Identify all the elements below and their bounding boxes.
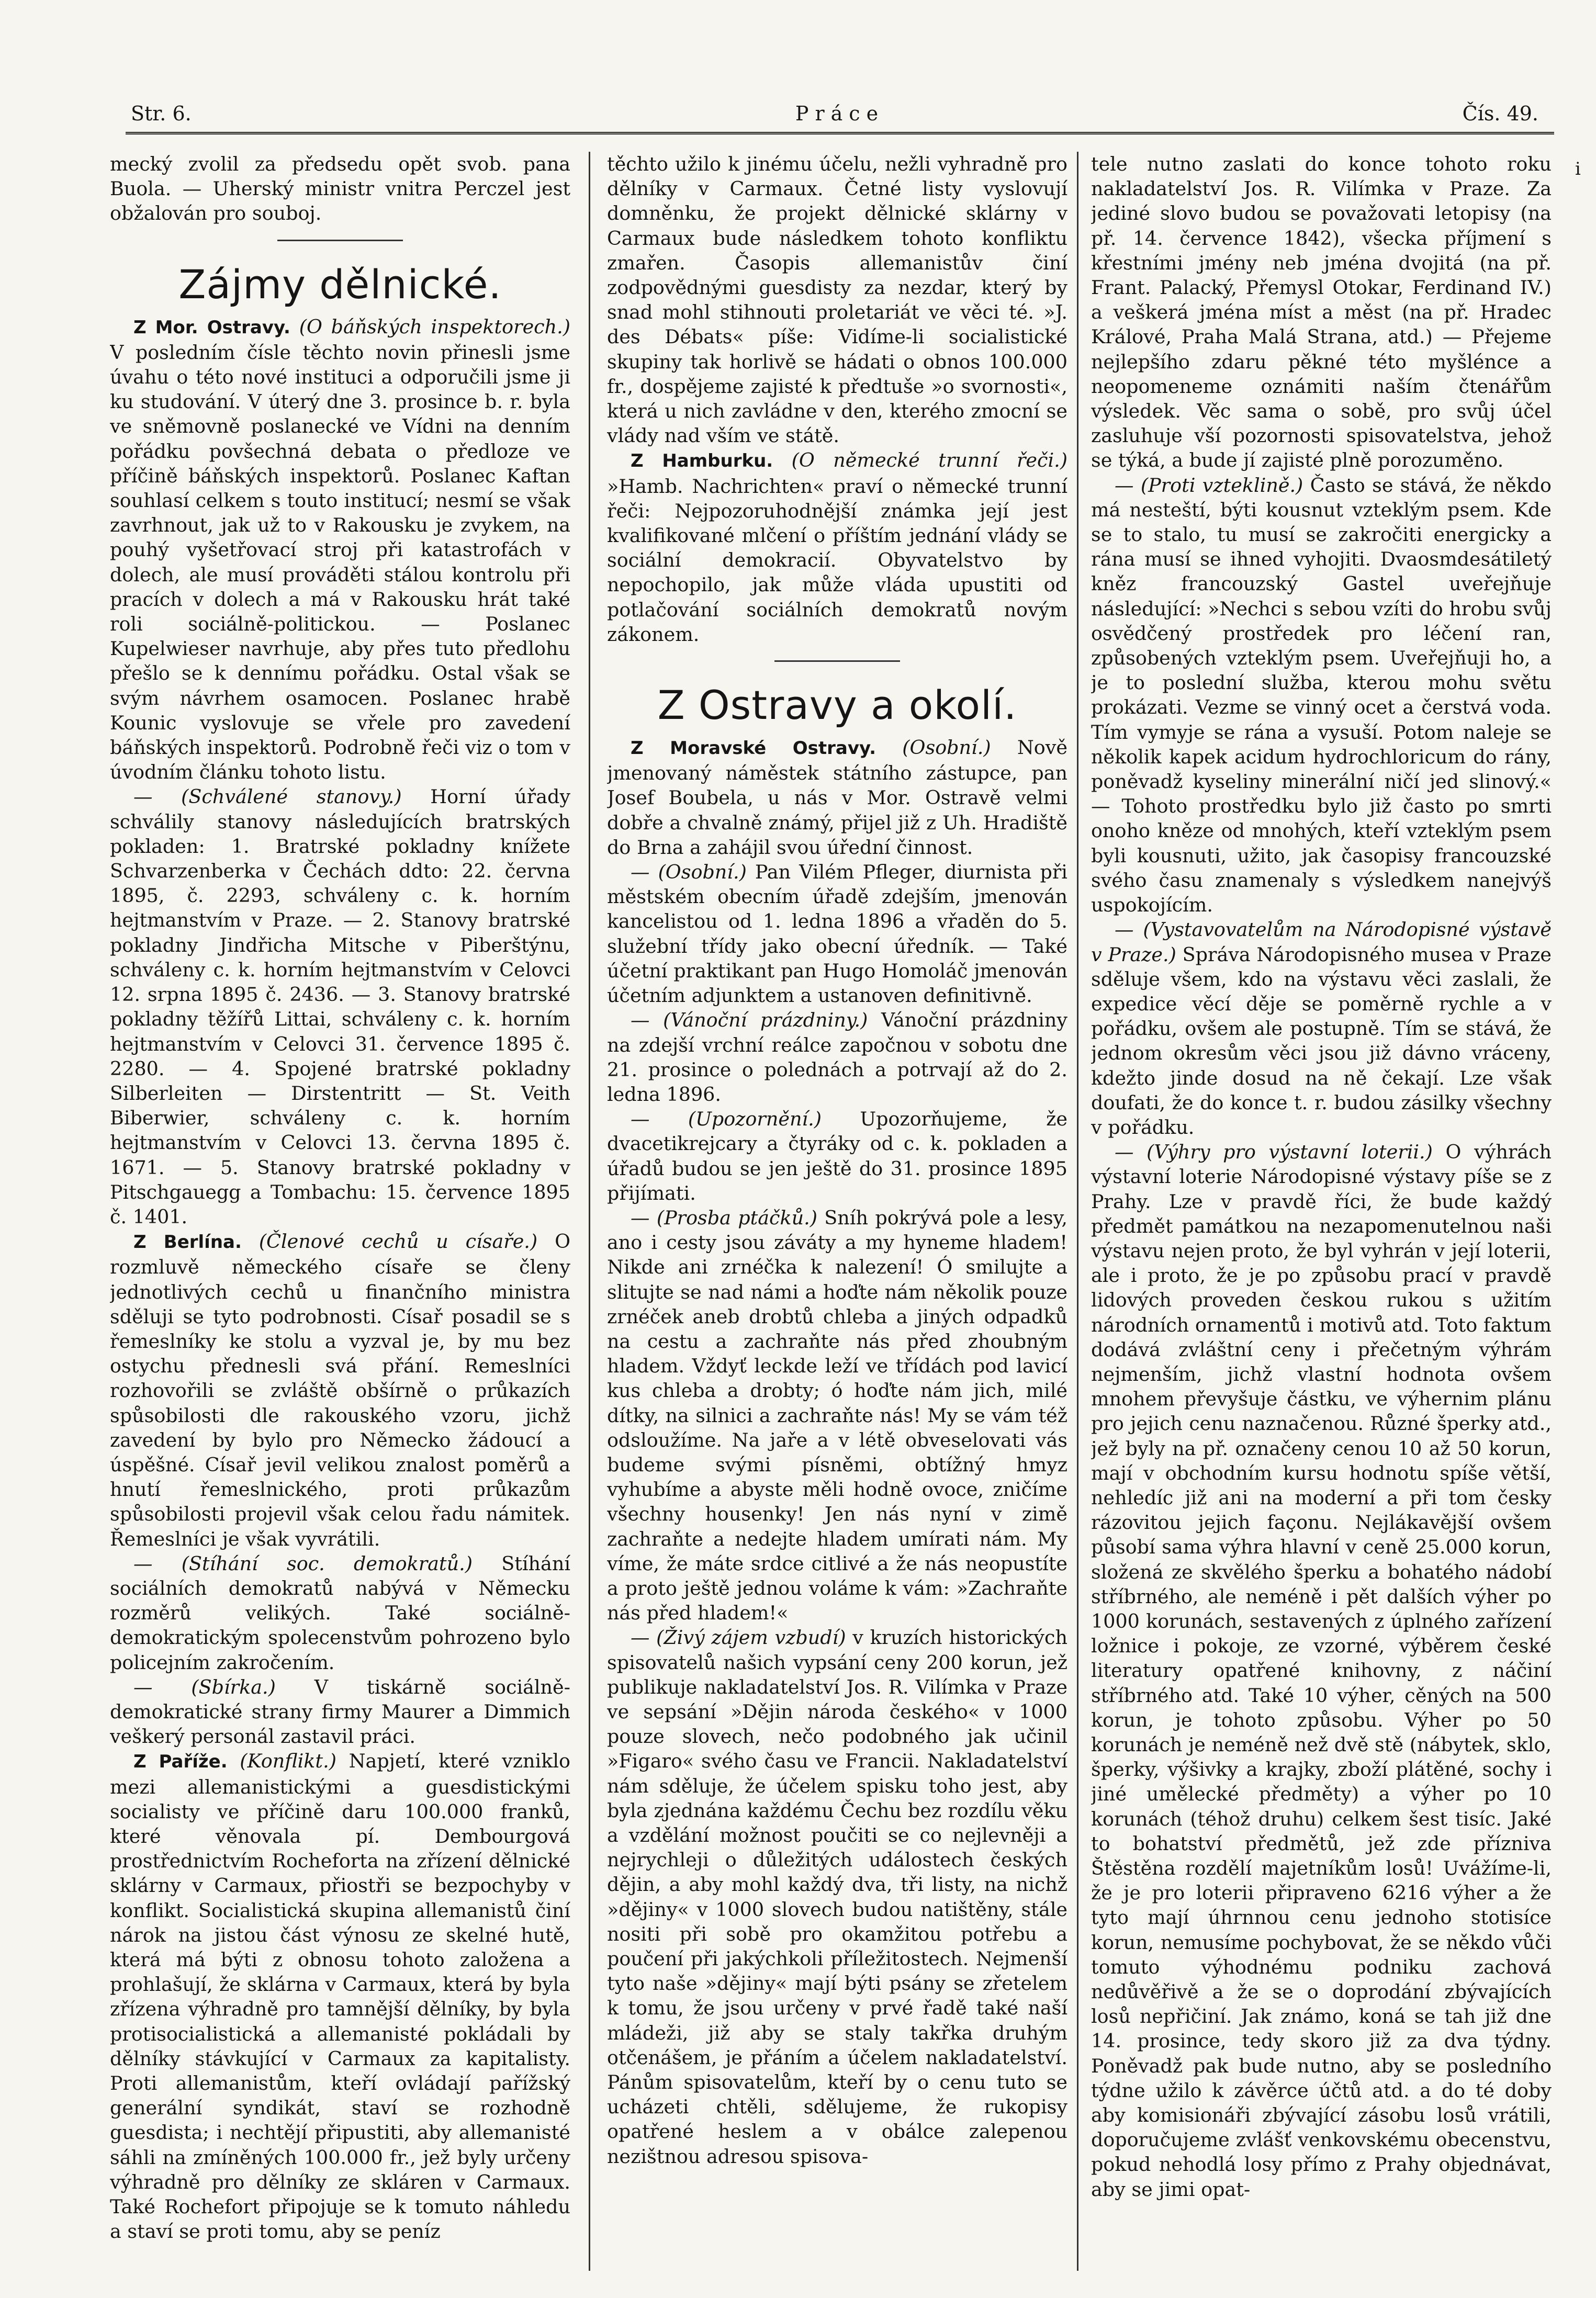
section-heading: Z Ostravy a okolí. bbox=[657, 682, 1017, 729]
section-heading: Zájmy dělnické. bbox=[178, 261, 502, 308]
column-divider bbox=[589, 152, 590, 2271]
article bbox=[607, 1107, 1067, 1206]
article-topic: (Osobní.) bbox=[902, 736, 991, 759]
article-body: Sníh pokrývá pole a lesy, ano i cesty jsou záváty a my hyneme hladem! Nikde ani zrnéčka k nalezení! Ó smilujte a slitujte se nad námi a hoďte nám několik pouze zrnéček aneb drobtů chleba a jiných odpadků na cestu a zachraňte nás před zhoubným hladem. Vždyť leckde leží ve třídách pod lavicí kus chleba a drobty; ó hoďte nám jich, milé dítky, na silnici a zachraňte nás! My se vám též odsloužíme. Na jaře a v létě obveselovati vás budeme svými písněmi, obtížný hmyz vyhubíme a abyste měli hodně ovoce, zničíme všechny housenky! Jen nás nyní v zimě zachraňte a nedejte hladem umírati nám. My víme, že máte srdce citlivé a že nás neopustíte a proto ještě jednou voláme k vám: »Zachraňte nás před hladem!« bbox=[607, 1206, 1067, 1625]
article bbox=[1091, 917, 1552, 1140]
article-body: Nově jmenovaný náměstek státního zástupce, pan Josef Boubela, u nás v Mor. Ostravě velmi dobře a chvalně známý, přijel již z Uh. Hradiště do Brna a zahájil svou úřední činnost. bbox=[607, 736, 1067, 859]
article-topic: (Konflikt.) bbox=[240, 1750, 336, 1773]
article-body: Často se stává, že někdo má nesteští, býti kousnut vzteklým psem. Kde se to stalo, tu musí se zakročiti energicky a rána musí se ihned vyhojiti. Dvaosmdesátiletý kněz francouzský Gastel uveřejňuje následující: »Nechci s sebou vzíti do hrobu svůj osvědčený prostředek pro léčení ran, způsobených vzteklým psem. Uveřejňuji ho, a je to poslední služba, kterou mohu světu prokázati. Vezme se vinný ocet a čerstvá voda. Tím vymyje se rána a vysuší. Potom naleje se několik kapek acidum hydrochloricum do rány, poněvadž kyseliny minerální ničí jed slinový.« — Tohoto prostředku bylo již často po smrti onoho kněze od mnohých, kteří vzteklým psem byli kousnuti, užito, jak časopisy francouzské svého času znamenaly s výsledkem nanejvýš uspokojícím. bbox=[1091, 474, 1552, 917]
article-body: Správa Národopisného musea v Praze sděluje všem, kdo na výstavu věci zaslali, že expedice věcí děje se poměrně rychle a v pořádku, ovšem ale postupně. Tím se stává, že jednom okresům věci jsou již dávno vráceny, kdežto jinde dosud na ně čekají. Lze však doufati, že do konce t. r. budou zásilky všechny v pořádku. bbox=[1091, 943, 1552, 1139]
newspaper-title: Práce bbox=[795, 102, 885, 125]
dateline: Z Moravské Ostravy. bbox=[631, 738, 876, 759]
article bbox=[607, 1625, 1067, 2168]
article-body: Pan Vilém Pfleger, diurnista při městském obecním úřadě zdejším, jmenován kancelistou od 1. ledna 1896 a vřaděn do 5. služební třídy jako obecní úředník. — Také účetní praktikant pan Hugo Homoláč jmenován účetním adjunktem a ustanoven definitivně. bbox=[607, 861, 1067, 1007]
article bbox=[607, 735, 1067, 860]
article-topic: — (Osobní.) bbox=[631, 861, 747, 884]
article bbox=[607, 860, 1067, 1008]
column-divider bbox=[1077, 152, 1078, 2271]
article-body: Horní úřady schválily stanovy následujících bratrských pokladen: 1. Bratrské pokladny knížete Schvarzenberka v Čechách ddto: 22. června 1895, č. 2293, schváleny c. k. horním hejtmanstvím v Praze. — 2. Stanovy bratrské pokladny Jindřicha Mitsche v Piberštýnu, schváleny c. k. horním hejtmanstvím v Celovci 12. srpna 1895 č. 2436. — 3. Stanovy bratrské pokladny těžířů Littai, schváleny c. k. horním hejtmanstvím v Celovci 31. července 1895 č. 2280. — 4. Spojené bratrské pokladny Silberleiten — Dirstentritt — St. Veith Biberwier, schváleny c. k. horním hejtmanstvím v Celovci 13. června 1895 č. 1671. — 5. Stanovy bratrské pokladny v Pitschgauegg a Tombachu: 15. července 1895 č. 1401. bbox=[110, 785, 570, 1228]
article-topic: — (Schválené stanovy.) bbox=[133, 785, 402, 808]
issue-number: Čís. 49. bbox=[1462, 102, 1538, 125]
paragraph: těchto užilo k jinému účelu, nežli vyhradně pro dělníky v Carmaux. Četné listy vyslovují domněnku, že projekt dělnické sklárny v Carmaux bude následkem tohoto konfliktu zmařen. Časopis allemanistův činí zodpovědnými guesdisty za nezdar, který by snad mohl stihnouti proletariát ve věci té. »J. des Débats« píše: Vidíme-li socialistické skupiny tak horlivě se hádati o obnos 100.000 fr., dospějeme zajisté k předtuše »o svornosti«, která u nich zavládne v den, kterého zmocní se vlády nad vším ve státě. bbox=[607, 153, 1067, 447]
paragraph: mecký zvolil za předsedu opět svob. pana Buola. — Uherský ministr vnitra Perczel jest obžalován pro souboj. bbox=[110, 153, 570, 225]
article bbox=[607, 1206, 1067, 1625]
column-1 bbox=[110, 152, 570, 2260]
article-topic: — (Živý zájem vzbudí) bbox=[631, 1626, 846, 1649]
article-topic: — (Vánoční prázdniny.) bbox=[631, 1009, 868, 1032]
article-topic: — (Proti vzteklině.) bbox=[1115, 474, 1303, 497]
cropped-edge-text: i bbox=[1575, 159, 1581, 179]
article-body: Upozorňujeme, že dvacetikrejcary a čtyráky od c. k. pokladen a úřadů budou se jen ještě do 31. prosince 1895 přijímati. bbox=[607, 1108, 1067, 1204]
article-topic: — (Vystavovatelům na Národopisné výstavě v Praze.) bbox=[1091, 918, 1552, 966]
header-rule bbox=[126, 132, 1554, 134]
article bbox=[607, 448, 1067, 647]
column-3 bbox=[1091, 152, 1552, 2260]
article-body: V tiskárně sociálně-demokratické strany firmy Maurer a Dimmich veškerý personál zastavil práci. bbox=[110, 1675, 570, 1748]
article bbox=[110, 1675, 570, 1749]
article-topic: — (Stíhání soc. demokratů.) bbox=[133, 1552, 473, 1575]
column-2 bbox=[607, 152, 1067, 2260]
article-topic: (Členové cechů u císaře.) bbox=[258, 1230, 538, 1253]
article-body: Vánoční prázdniny na zdejší vrchní reálce započnou v sobotu dne 21. prosince o polednách a potrvají až do 2. ledna 1896. bbox=[607, 1009, 1067, 1106]
article bbox=[1091, 473, 1552, 918]
section-rule bbox=[277, 240, 403, 241]
article-body: V posledním čísle těchto novin přinesli jsme úvahu o této nové instituci a odporučili jsme ji ku studování. V úterý dne 3. prosince b. r. byla ve sněmovně poslanecké ve Vídni na denním pořádku povšechná debata o předloze ve příčině báňských inspektorů. Poslanec Kaftan souhlasí celkem s touto institucí; nesmí se však zavrhnout, jak už to v Rakousku je zvykem, na pouhý vyšetřovací stroj při katastrofách v dolech, ale musí prováděti stálou kontrolu při pracích v dolech a má v Rakousku hrát také roli sociálně-politickou. — Poslanec Kupelwieser navrhuje, aby přes tuto předlohu přešlo se k dennímu pořádku. Ostal však se svým návrhem osamocen. Poslanec hrabě Kounic vyslovuje se vřele pro zavedení báňských inspektorů. Podrobně řeči viz o tom v úvodním článku tohoto listu. bbox=[110, 341, 570, 784]
article bbox=[110, 784, 570, 1229]
article-topic: — (Výhry pro výstavní loterii.) bbox=[1115, 1141, 1433, 1164]
article-topic: (O báňských inspektorech.) bbox=[299, 315, 570, 338]
page-number: Str. 6. bbox=[131, 102, 192, 125]
article-body: »Hamb. Nachrichten« praví o německé trunní řeči: Nejpozoruhodnější známka její jest kvalifikované mlčení o příštím jednání vlády se sociální demokracií. Obyvatelstvo by nepochopilo, jak může vláda upustiti od potlačování sociálních demokratů novým zákonem. bbox=[607, 475, 1067, 646]
article-body: Napjetí, které vzniklo mezi allemanistickými a guesdistickými socialisty ve příčině daru 100.000 franků, které věnovala pí. Dembourgová prostřednictvím Rocheforta na zřízení dělnické sklárny v Carmaux, přiostři se bezpochyby v konflikt. Socialistická skupina allemanistů činí nárok na jistou část výnosu ze skelné hutě, která má býti z obnosu tohoto založena a prohlašují, že sklárna v Carmaux, která by byla zřízena výhradně pro tamnější dělníky, by byla protisocialistická a allemanisté pokládali by dělníky stávkující v Carmaux za kapitalisty. Proti allemanistům, kteří ovládají pařížský generální syndikát, staví se rozhodně guesdista; i nechtějí připustiti, aby allemanisté sáhli na zmíněných 100.000 fr., jež byly určeny výhradně pro dělníky ze skláren v Carmaux. Také Rochefort připojuje se k tomuto náhledu a staví se proti tomu, aby se peníz bbox=[110, 1750, 570, 2243]
article-topic: — (Upozornění.) bbox=[631, 1108, 822, 1131]
dateline: Z Berlína. bbox=[133, 1232, 242, 1253]
article-body: O výhrách výstavní loterie Národopisné výstavy píše se z Prahy. Lze v pravdě říci, že bude každý předmět památkou na nezapomenutelnou naši výstavu nejen proto, že byl vyhrán v její loterii, ale i proto, že je po způsobu prací v pravdě lidových proveden českou rukou s užitím národních ornamentů i motivů atd. Toto faktum dodává zvláštní ceny i přečetným výhrám nejmenším, jichž vlastní hodnota ovšem mnohem převyšuje částku, ve výhernim plánu pro jejich cenu naznačenou. Různé šperky atd., jež byly na př. označeny cenou 10 až 50 korun, mají v obchodním kursu hodnotu spíše větší, nehledíc již ani na moderní a při tom česky rázovitou jejich façonu. Nejlákavější ovšem působí sama výhra hlavní v ceně 25.000 korun, složená ze skvělého šperku a bohatého nádobí stříbrného, ale neméně i pět dalších výher po 1000 korunách, sestavených z úplného zařízení ložnice i pokoje, ze vzorné, výběrem české literatury opatřené knihovny, z náčiní stříbrného atd. Také 10 výher, cěných na 500 korun, je tohoto způsobu. Výher po 50 korunách je neméně než dvě stě (nábytek, sklo, šperky, výšivky a krajky, zboží plátěné, sochy i jiné umělecké předměty) a výher po 10 korunách (téhož druhu) celkem šest tisíc. Jaké to bohatství předmětů, jež zde přízniva Štěstěna rozdělí majetníkům losů! Uvážíme-li, že je pro loterii připraveno 6216 výher a že tyto mají úhrnnou cenu jednoho stotisíce korun, nemusíme pochybovat, že se někdo vůči tomuto výhodnému podniku zachová nedůvěřivě a že se o doprodání zbývajících losů nepřičiní. Jak známo, koná se tah již dne 14. prosince, tedy skoro již za dva týdny. Poněvadž pak bude nutno, aby se posledního týdne užilo k závěrce účtů atd. a do té doby aby komisionáři zbývající zásobu losů vrátili, doporučujeme zvlášť venkovskému obecenstvu, pokud nehodlá losy přímo z Prahy objednávat, aby se jimi opat- bbox=[1091, 1141, 1552, 2201]
dateline: Z Mor. Ostravy. bbox=[133, 317, 290, 338]
article-body: v kruzích historických spisovatelů našich vypsání ceny 200 korun, jež publikuje nakladatelství Jos. R. Vilímka v Praze ve sepsání »Dějin národa českého« v 1000 pouze slovech, nečo podobného jak učinil »Figaro« svého času ve Francii. Nakladatelství nám sděluje, že účelem spisku toho jest, aby byla zjednána každému Čechu bez rozdílu věku a vzdělání možnost poučiti se co nejlevněji a nejrychleji o důležitých událostech českých dějin, a aby mohl každý dva, tři listy, na nichž »dějiny« v 1000 slovech budou natištěny, stále nositi při sobě pro okamžitou potřebu a poučení při jakýchkoli příležitostech. Nejmenší tyto naše »dějiny« mají býti psány se zřetelem k tomu, že jsou určeny v prvé řadě také naší mládeži, již aby se staly takřka druhým otčenášem, je přáním a účelem nakladatelství. Pánům spisovatelům, kteří by o cenu tuto se ucházeti chtěli, sdělujeme, že rukopisy opatřené heslem a v obálce zalepenou nezištnou adresou spisova- bbox=[607, 1626, 1067, 2168]
article-topic: (O německé trunní řeči.) bbox=[791, 449, 1067, 472]
paragraph: tele nutno zaslati do konce tohoto roku nakladatelství Jos. R. Vilímka v Praze. Za jediné slovo budou se považovati letopisy (na př. 14. července 1842), všecka příjmení s křestními jmény neb jména dvojitá (na př. Frant. Palacký, Přemysl Otokar, Ferdinand IV.) a veškerá jména míst a měst (na př. Hradec Králové, Praha Malá Strana, atd.) — Přejeme nejlepšího zdaru pěkné této myšlénce a neopomeneme oznámiti naším čtenářům výsledek. Věc sama o sobě, pro svůj účel zasluhuje vší pozornosti spisovatelstva, jehož se týká, a bude jí zajisté plně porozuměno. bbox=[1091, 153, 1552, 472]
article-body: Stíhání sociálních demokratů nabývá v Německu rozměrů velikých. Také sociálně-demokratickým spolecenstvům pohrozeno bylo policejním zakročením. bbox=[110, 1552, 570, 1674]
section-rule bbox=[774, 660, 900, 662]
article bbox=[110, 1749, 570, 2244]
article-body: O rozmluvě německého císaře se členy jednotlivých cechů u finančního ministra sděluji se tyto podrobnosti. Císař posadil se s řemeslníky ke stolu a vyzval je, by mu bez ostychu přednesli svá přání. Remeslníci rozhovořili se zvláště obšírně o průkazích spůsobilosti dle rakouského vzoru, jichž zavedení by bylo pro Německo žádoucí a úspěšné. Císař jevil velikou znalost poměrů a hnutí řemeslnického, proti průkazům spůsobilosti projevil však celou řadu námitek. Řemeslníci je však vyvrátili. bbox=[110, 1230, 570, 1550]
article bbox=[607, 1008, 1067, 1107]
article bbox=[110, 1229, 570, 1551]
article bbox=[110, 314, 570, 785]
article bbox=[1091, 1140, 1552, 2202]
page-header bbox=[126, 97, 1554, 133]
article-topic: — (Prosba ptáčků.) bbox=[631, 1206, 817, 1229]
dateline: Z Paříže. bbox=[133, 1751, 228, 1773]
article-topic: — (Sbírka.) bbox=[133, 1675, 276, 1698]
dateline: Z Hamburku. bbox=[631, 450, 773, 472]
article bbox=[110, 1551, 570, 1675]
